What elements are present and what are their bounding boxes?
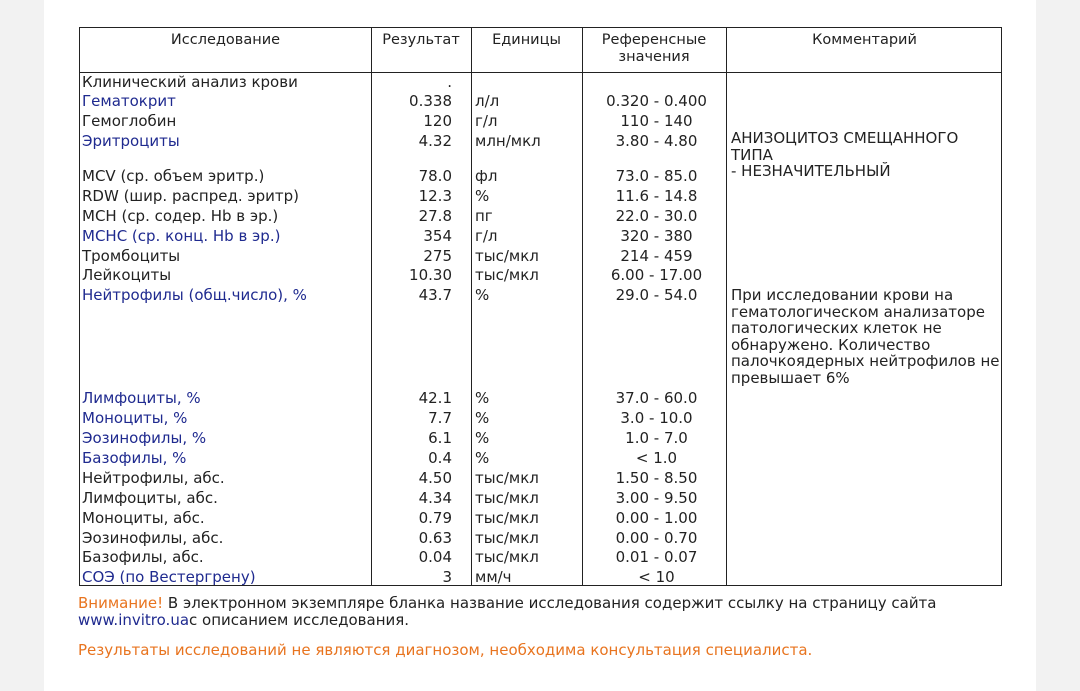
test-reference: 3.00 - 9.50 <box>615 489 698 507</box>
test-name[interactable]: Лимфоциты, % <box>82 389 201 407</box>
test-reference: < 1.0 <box>635 449 678 467</box>
header-test: Исследование <box>170 32 281 48</box>
attention-text-2: c описанием исследования. <box>189 611 410 629</box>
test-name: Базофилы, абс. <box>82 548 204 566</box>
table-row <box>80 448 1001 468</box>
test-units: тыс/мкл <box>475 247 539 265</box>
test-name: Эозинофилы, абс. <box>82 529 224 547</box>
test-reference: 29.0 - 54.0 <box>615 286 698 304</box>
test-name[interactable]: Эозинофилы, % <box>82 429 207 447</box>
test-reference: 3.80 - 4.80 <box>615 132 698 150</box>
table-row <box>80 226 1001 246</box>
test-reference: 320 - 380 <box>620 227 693 245</box>
test-name: RDW (шир. распред. эритр) <box>82 187 299 205</box>
attention-label: Внимание! <box>78 594 164 612</box>
test-result: 6.1 <box>428 429 452 447</box>
header-result: Результат <box>382 32 460 48</box>
test-units: тыс/мкл <box>475 489 539 507</box>
test-units: г/л <box>475 227 498 245</box>
table-row <box>80 388 1001 408</box>
test-units: % <box>475 409 490 427</box>
table-row <box>80 206 1001 226</box>
test-result: 12.3 <box>418 187 452 205</box>
test-reference: 6.00 - 17.00 <box>610 266 703 284</box>
test-reference: 1.50 - 8.50 <box>615 469 698 487</box>
test-units: фл <box>475 167 498 185</box>
test-name[interactable]: Базофилы, % <box>82 449 187 467</box>
test-result: 0.4 <box>428 449 452 467</box>
site-link[interactable]: www.invitro.ua <box>78 611 190 629</box>
test-name[interactable]: MCHC (ср. конц. Hb в эр.) <box>82 227 281 245</box>
footer-disclaimer: Результаты исследований не являются диагнозом, необходима консультация специалиста. <box>78 641 813 659</box>
test-units: тыс/мкл <box>475 509 539 527</box>
test-reference: 110 - 140 <box>620 112 693 130</box>
test-name: MCV (ср. объем эритр.) <box>82 167 265 185</box>
results-table <box>79 27 1002 586</box>
test-reference: 0.00 - 0.70 <box>615 529 698 547</box>
test-units: мм/ч <box>475 568 512 586</box>
test-units: млн/мкл <box>475 132 541 150</box>
test-result: 78.0 <box>418 167 452 185</box>
test-name: Лейкоциты <box>82 266 172 284</box>
table-row <box>80 91 1001 111</box>
test-name[interactable]: Эритроциты <box>82 132 180 150</box>
test-reference: 11.6 - 14.8 <box>615 187 698 205</box>
table-row <box>80 72 1001 92</box>
test-reference: 3.0 - 10.0 <box>620 409 693 427</box>
header-comment: Комментарий <box>812 32 917 48</box>
test-reference: 22.0 - 30.0 <box>615 207 698 225</box>
test-result: 0.04 <box>418 548 452 566</box>
footer-attention-line2 <box>78 612 409 629</box>
test-name: MCH (ср. содер. Hb в эр.) <box>82 207 279 225</box>
comment-line: обнаружено. Количество <box>731 335 931 354</box>
test-units: тыс/мкл <box>475 548 539 566</box>
test-result: 7.7 <box>428 409 452 427</box>
test-result: 43.7 <box>418 286 452 304</box>
test-result: . <box>447 73 452 91</box>
table-row <box>80 488 1001 508</box>
comment-line: При исследовании крови на <box>731 286 954 304</box>
test-reference: 73.0 - 85.0 <box>615 167 698 185</box>
comment-erythrocytes <box>731 130 1001 180</box>
comment-line: - НЕЗНАЧИТЕЛЬНЫЙ <box>731 162 891 180</box>
comment-line: гематологическом анализаторе <box>731 302 985 321</box>
comment-line: палочкоядерных нейтрофилов не <box>731 352 1000 370</box>
test-units: тыс/мкл <box>475 266 539 284</box>
comment-line: превышает 6% <box>731 368 850 387</box>
test-result: 0.338 <box>409 92 452 110</box>
test-result: 354 <box>423 227 452 245</box>
test-units: тыс/мкл <box>475 529 539 547</box>
test-result: 0.79 <box>418 509 452 527</box>
test-result: 4.32 <box>418 132 452 150</box>
test-name: Гемоглобин <box>82 112 177 130</box>
test-name: Нейтрофилы, абс. <box>82 469 225 487</box>
test-reference: 0.01 - 0.07 <box>615 548 698 566</box>
test-units: % <box>475 429 490 447</box>
test-name[interactable]: СОЭ (по Вестергрену) <box>82 568 256 586</box>
test-result: 4.50 <box>418 469 452 487</box>
table-row <box>80 528 1001 548</box>
test-result: 0.63 <box>418 529 452 547</box>
test-name: Моноциты, абс. <box>82 509 205 527</box>
table-row <box>80 508 1001 528</box>
test-result: 42.1 <box>418 389 452 407</box>
footer-attention <box>78 595 937 612</box>
test-units: % <box>475 286 490 304</box>
test-name[interactable]: Моноциты, % <box>82 409 188 427</box>
attention-text: В электронном экземпляре бланка название исследования содержит ссылку на страницу сайта <box>163 594 937 612</box>
comment-line: патологических клеток не <box>731 319 942 337</box>
test-units: % <box>475 389 490 407</box>
table-row <box>80 547 1001 567</box>
table-row <box>80 265 1001 285</box>
table-row <box>80 428 1001 448</box>
test-units: пг <box>475 207 493 225</box>
test-result: 4.34 <box>418 489 452 507</box>
table-row <box>80 111 1001 131</box>
test-reference: 37.0 - 60.0 <box>615 389 698 407</box>
test-reference: 1.0 - 7.0 <box>625 429 688 447</box>
test-name: Клинический анализ крови <box>82 73 298 91</box>
test-reference: < 10 <box>638 568 675 586</box>
test-name[interactable]: Гематокрит <box>82 92 176 110</box>
comment-line: АНИЗОЦИТОЗ СМЕЩАННОГО ТИПА <box>731 129 959 164</box>
test-reference: 0.00 - 1.00 <box>615 509 698 527</box>
test-reference: 0.320 - 0.400 <box>606 92 707 110</box>
comment-neutrophils <box>731 287 1000 386</box>
test-name[interactable]: Нейтрофилы (общ.число), % <box>82 286 307 304</box>
table-row <box>80 246 1001 266</box>
test-units: г/л <box>475 112 498 130</box>
test-result: 275 <box>423 247 452 265</box>
table-row <box>80 468 1001 488</box>
test-name: Лимфоциты, абс. <box>82 489 218 507</box>
test-result: 10.30 <box>409 266 452 284</box>
test-result: 120 <box>423 112 452 130</box>
header-reference: Референсные значения <box>601 32 707 65</box>
table-row <box>80 567 1001 587</box>
table-row <box>80 186 1001 206</box>
test-result: 27.8 <box>418 207 452 225</box>
test-result: 3 <box>442 568 452 586</box>
test-units: л/л <box>475 92 500 110</box>
test-units: % <box>475 187 490 205</box>
table-row <box>80 408 1001 428</box>
test-name: Тромбоциты <box>82 247 181 265</box>
test-units: % <box>475 449 490 467</box>
header-units: Единицы <box>492 32 561 48</box>
test-units: тыс/мкл <box>475 469 539 487</box>
test-reference: 214 - 459 <box>620 247 693 265</box>
